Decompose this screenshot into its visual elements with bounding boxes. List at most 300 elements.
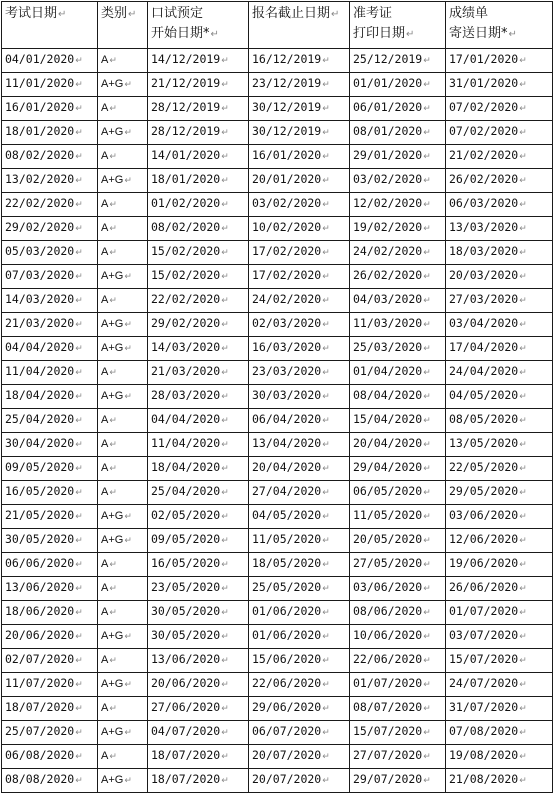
cell-value: 13/03/2020 [449, 220, 519, 234]
cell-value: 18/04/2020 [151, 460, 221, 474]
cell-registration-deadline [249, 193, 350, 217]
paragraph-mark-icon: ↵ [221, 608, 229, 618]
cell-exam-date [2, 241, 98, 265]
cell-category [98, 121, 148, 145]
paragraph-mark-icon: ↵ [221, 320, 229, 330]
paragraph-mark-icon: ↵ [75, 608, 83, 618]
cell-value: 20/01/2020 [252, 172, 322, 186]
cell-value: 16/01/2020 [5, 100, 75, 114]
paragraph-mark-icon: ↵ [423, 704, 431, 714]
paragraph-mark-icon: ↵ [519, 656, 527, 666]
cell-admission-ticket-print-date [350, 385, 446, 409]
cell-exam-date [2, 73, 98, 97]
paragraph-mark-icon: ↵ [109, 751, 117, 762]
paragraph-mark-icon: ↵ [519, 584, 527, 594]
cell-value: 11/03/2020 [353, 316, 423, 330]
cell-exam-date [2, 361, 98, 385]
cell-value: 18/01/2020 [5, 124, 75, 138]
cell-value: 11/07/2020 [5, 676, 75, 690]
cell-score-report-send-date [446, 433, 553, 457]
cell-value: 18/07/2020 [5, 700, 75, 714]
table-row [2, 193, 553, 217]
cell-category [98, 169, 148, 193]
paragraph-mark-icon: ↵ [221, 680, 229, 690]
paragraph-mark-icon: ↵ [124, 535, 132, 546]
paragraph-mark-icon: ↵ [75, 104, 83, 114]
table-row [2, 49, 553, 73]
table-header [2, 2, 553, 49]
paragraph-mark-icon: ↵ [519, 56, 527, 66]
cell-category [98, 625, 148, 649]
cell-value: A [101, 437, 109, 450]
cell-registration-deadline [249, 97, 350, 121]
cell-exam-date [2, 601, 98, 625]
paragraph-mark-icon: ↵ [322, 656, 330, 666]
paragraph-mark-icon: ↵ [322, 728, 330, 738]
cell-exam-date [2, 721, 98, 745]
paragraph-mark-icon: ↵ [109, 103, 117, 114]
cell-value: 29/02/2020 [151, 316, 221, 330]
cell-value: 16/01/2020 [252, 148, 322, 162]
cell-registration-deadline [249, 577, 350, 601]
paragraph-mark-icon: ↵ [519, 176, 527, 186]
cell-value: 08/07/2020 [353, 700, 423, 714]
paragraph-mark-icon: ↵ [221, 104, 229, 114]
cell-value: A [101, 557, 109, 570]
cell-value: 15/06/2020 [252, 652, 322, 666]
paragraph-mark-icon: ↵ [423, 104, 431, 114]
cell-value: A [101, 701, 109, 714]
paragraph-mark-icon: ↵ [423, 128, 431, 138]
paragraph-mark-icon: ↵ [124, 511, 132, 522]
paragraph-mark-icon: ↵ [109, 703, 117, 714]
cell-exam-date [2, 97, 98, 121]
header-line-1: 报名截止日期 [252, 6, 331, 21]
cell-value: 18/07/2020 [151, 772, 221, 786]
paragraph-mark-icon: ↵ [322, 776, 330, 786]
paragraph-mark-icon: ↵ [109, 151, 117, 162]
cell-exam-date [2, 625, 98, 649]
paragraph-mark-icon: ↵ [109, 55, 117, 66]
cell-admission-ticket-print-date [350, 457, 446, 481]
cell-value: 25/07/2020 [5, 724, 75, 738]
cell-exam-date [2, 505, 98, 529]
cell-value: 05/03/2020 [5, 244, 75, 258]
cell-value: 18/01/2020 [151, 172, 221, 186]
table-body [2, 49, 553, 793]
paragraph-mark-icon: ↵ [519, 488, 527, 498]
cell-admission-ticket-print-date [350, 97, 446, 121]
table-row [2, 385, 553, 409]
table-row [2, 649, 553, 673]
cell-value: 06/04/2020 [252, 412, 322, 426]
cell-value: 25/04/2020 [5, 412, 75, 426]
cell-oral-start-date [148, 145, 249, 169]
paragraph-mark-icon: ↵ [322, 584, 330, 594]
paragraph-mark-icon: ↵ [519, 680, 527, 690]
cell-value: 04/04/2020 [5, 340, 75, 354]
paragraph-mark-icon: ↵ [423, 512, 431, 522]
cell-value: 09/05/2020 [5, 460, 75, 474]
cell-score-report-send-date [446, 505, 553, 529]
paragraph-mark-icon: ↵ [423, 584, 431, 594]
cell-value: 30/05/2020 [5, 532, 75, 546]
cell-admission-ticket-print-date [350, 649, 446, 673]
paragraph-mark-icon: ↵ [124, 79, 132, 90]
cell-category [98, 337, 148, 361]
header-category [98, 2, 148, 49]
paragraph-mark-icon: ↵ [109, 223, 117, 234]
cell-category [98, 145, 148, 169]
cell-score-report-send-date [446, 769, 553, 793]
cell-category [98, 745, 148, 769]
cell-value: 04/03/2020 [353, 292, 423, 306]
cell-exam-date [2, 481, 98, 505]
paragraph-mark-icon: ↵ [519, 296, 527, 306]
paragraph-mark-icon: ↵ [109, 199, 117, 210]
cell-exam-date [2, 289, 98, 313]
paragraph-mark-icon: ↵ [75, 56, 83, 66]
paragraph-mark-icon: ↵ [519, 272, 527, 282]
cell-score-report-send-date [446, 361, 553, 385]
paragraph-mark-icon: ↵ [124, 679, 132, 690]
cell-category [98, 577, 148, 601]
exam-schedule-table [1, 1, 553, 793]
cell-admission-ticket-print-date [350, 361, 446, 385]
cell-registration-deadline [249, 769, 350, 793]
cell-value: 15/02/2020 [151, 268, 221, 282]
cell-value: A [101, 101, 109, 114]
paragraph-mark-icon: ↵ [75, 776, 83, 786]
cell-value: 06/08/2020 [5, 748, 75, 762]
paragraph-mark-icon: ↵ [221, 704, 229, 714]
paragraph-mark-icon: ↵ [75, 368, 83, 378]
cell-value: 04/05/2020 [449, 388, 519, 402]
cell-value: 23/05/2020 [151, 580, 221, 594]
paragraph-mark-icon: ↵ [519, 560, 527, 570]
cell-value: 04/04/2020 [151, 412, 221, 426]
cell-registration-deadline [249, 481, 350, 505]
paragraph-mark-icon: ↵ [322, 176, 330, 186]
cell-value: 14/12/2019 [151, 52, 221, 66]
cell-value: 30/05/2020 [151, 628, 221, 642]
cell-category [98, 217, 148, 241]
cell-value: 27/06/2020 [151, 700, 221, 714]
cell-value: 17/02/2020 [252, 244, 322, 258]
cell-admission-ticket-print-date [350, 625, 446, 649]
paragraph-mark-icon: ↵ [322, 368, 330, 378]
cell-value: 03/06/2020 [449, 508, 519, 522]
cell-value: 10/02/2020 [252, 220, 322, 234]
paragraph-mark-icon: ↵ [519, 440, 527, 450]
paragraph-mark-icon: ↵ [75, 296, 83, 306]
cell-category [98, 553, 148, 577]
cell-value: A [101, 365, 109, 378]
cell-score-report-send-date [446, 457, 553, 481]
cell-value: 16/05/2020 [151, 556, 221, 570]
cell-value: 04/01/2020 [5, 52, 75, 66]
cell-value: 01/02/2020 [151, 196, 221, 210]
cell-score-report-send-date [446, 625, 553, 649]
cell-score-report-send-date [446, 265, 553, 289]
cell-oral-start-date [148, 121, 249, 145]
cell-value: 21/12/2019 [151, 76, 221, 90]
table-row [2, 505, 553, 529]
cell-value: 11/04/2020 [5, 364, 75, 378]
table-row [2, 409, 553, 433]
cell-oral-start-date [148, 601, 249, 625]
paragraph-mark-icon: ↵ [322, 104, 330, 114]
paragraph-mark-icon: ↵ [221, 560, 229, 570]
cell-value: 24/02/2020 [353, 244, 423, 258]
cell-value: 13/05/2020 [449, 436, 519, 450]
cell-exam-date [2, 409, 98, 433]
cell-value: 21/05/2020 [5, 508, 75, 522]
cell-value: A [101, 653, 109, 666]
cell-exam-date [2, 673, 98, 697]
paragraph-mark-icon: ↵ [109, 487, 117, 498]
table-row [2, 529, 553, 553]
paragraph-mark-icon: ↵ [519, 416, 527, 426]
cell-registration-deadline [249, 649, 350, 673]
paragraph-mark-icon: ↵ [423, 200, 431, 210]
cell-score-report-send-date [446, 289, 553, 313]
cell-oral-start-date [148, 49, 249, 73]
cell-value: A+G [101, 677, 124, 690]
cell-value: A+G [101, 125, 124, 138]
paragraph-mark-icon: ↵ [423, 488, 431, 498]
cell-value: 28/12/2019 [151, 124, 221, 138]
cell-value: 27/04/2020 [252, 484, 322, 498]
header-registration-deadline [249, 2, 350, 49]
cell-value: A [101, 197, 109, 210]
paragraph-mark-icon: ↵ [322, 200, 330, 210]
cell-value: 01/06/2020 [252, 628, 322, 642]
cell-registration-deadline [249, 505, 350, 529]
cell-value: 15/04/2020 [353, 412, 423, 426]
cell-value: A [101, 245, 109, 258]
cell-admission-ticket-print-date [350, 433, 446, 457]
cell-admission-ticket-print-date [350, 145, 446, 169]
cell-value: 20/03/2020 [449, 268, 519, 282]
cell-oral-start-date [148, 361, 249, 385]
paragraph-mark-icon: ↵ [423, 56, 431, 66]
cell-score-report-send-date [446, 745, 553, 769]
paragraph-mark-icon: ↵ [124, 343, 132, 354]
paragraph-mark-icon: ↵ [75, 560, 83, 570]
cell-value: 13/06/2020 [5, 580, 75, 594]
table-row [2, 697, 553, 721]
header-line-2: 打印日期 [353, 26, 406, 41]
cell-value: 16/12/2019 [252, 52, 322, 66]
table-row [2, 457, 553, 481]
cell-admission-ticket-print-date [350, 73, 446, 97]
cell-oral-start-date [148, 457, 249, 481]
cell-value: 13/06/2020 [151, 652, 221, 666]
paragraph-mark-icon: ↵ [221, 488, 229, 498]
cell-value: 21/08/2020 [449, 772, 519, 786]
paragraph-mark-icon: ↵ [221, 272, 229, 282]
cell-score-report-send-date [446, 145, 553, 169]
paragraph-mark-icon: ↵ [322, 752, 330, 762]
paragraph-mark-icon: ↵ [519, 512, 527, 522]
paragraph-mark-icon: ↵ [322, 80, 330, 90]
paragraph-mark-icon: ↵ [322, 464, 330, 474]
cell-value: 08/02/2020 [5, 148, 75, 162]
cell-value: 17/02/2020 [252, 268, 322, 282]
cell-value: 11/05/2020 [353, 508, 423, 522]
cell-score-report-send-date [446, 169, 553, 193]
cell-exam-date [2, 745, 98, 769]
cell-category [98, 193, 148, 217]
cell-admission-ticket-print-date [350, 721, 446, 745]
table-row [2, 721, 553, 745]
paragraph-mark-icon: ↵ [75, 224, 83, 234]
paragraph-mark-icon: ↵ [109, 559, 117, 570]
paragraph-mark-icon: ↵ [109, 367, 117, 378]
paragraph-mark-icon: ↵ [322, 248, 330, 258]
paragraph-mark-icon: ↵ [109, 583, 117, 594]
cell-admission-ticket-print-date [350, 745, 446, 769]
cell-exam-date [2, 121, 98, 145]
cell-value: 17/01/2020 [449, 52, 519, 66]
cell-value: 11/01/2020 [5, 76, 75, 90]
table-row [2, 361, 553, 385]
cell-admission-ticket-print-date [350, 121, 446, 145]
cell-score-report-send-date [446, 481, 553, 505]
paragraph-mark-icon: ↵ [221, 200, 229, 210]
cell-category [98, 289, 148, 313]
paragraph-mark-icon: ↵ [519, 728, 527, 738]
cell-value: 27/05/2020 [353, 556, 423, 570]
cell-value: 03/07/2020 [449, 628, 519, 642]
paragraph-mark-icon: ↵ [221, 152, 229, 162]
cell-value: 25/05/2020 [252, 580, 322, 594]
paragraph-mark-icon: ↵ [75, 752, 83, 762]
cell-value: 14/03/2020 [151, 340, 221, 354]
paragraph-mark-icon: ↵ [221, 80, 229, 90]
cell-value: 30/05/2020 [151, 604, 221, 618]
cell-value: 18/07/2020 [151, 748, 221, 762]
cell-value: 20/04/2020 [353, 436, 423, 450]
cell-value: 08/06/2020 [353, 604, 423, 618]
paragraph-mark-icon: ↵ [128, 9, 137, 20]
cell-admission-ticket-print-date [350, 409, 446, 433]
paragraph-mark-icon: ↵ [423, 440, 431, 450]
table-row [2, 97, 553, 121]
cell-value: 19/02/2020 [353, 220, 423, 234]
paragraph-mark-icon: ↵ [221, 416, 229, 426]
cell-category [98, 313, 148, 337]
paragraph-mark-icon: ↵ [423, 272, 431, 282]
paragraph-mark-icon: ↵ [124, 391, 132, 402]
cell-registration-deadline [249, 625, 350, 649]
cell-oral-start-date [148, 433, 249, 457]
cell-oral-start-date [148, 337, 249, 361]
cell-value: 22/06/2020 [252, 676, 322, 690]
cell-oral-start-date [148, 241, 249, 265]
cell-value: A+G [101, 77, 124, 90]
cell-score-report-send-date [446, 673, 553, 697]
paragraph-mark-icon: ↵ [75, 440, 83, 450]
paragraph-mark-icon: ↵ [109, 439, 117, 450]
cell-category [98, 265, 148, 289]
paragraph-mark-icon: ↵ [75, 320, 83, 330]
paragraph-mark-icon: ↵ [75, 248, 83, 258]
cell-admission-ticket-print-date [350, 265, 446, 289]
cell-value: 01/07/2020 [353, 676, 423, 690]
cell-admission-ticket-print-date [350, 697, 446, 721]
cell-oral-start-date [148, 73, 249, 97]
paragraph-mark-icon: ↵ [423, 536, 431, 546]
cell-value: 24/07/2020 [449, 676, 519, 690]
cell-value: A+G [101, 533, 124, 546]
paragraph-mark-icon: ↵ [519, 344, 527, 354]
paragraph-mark-icon: ↵ [519, 752, 527, 762]
paragraph-mark-icon: ↵ [519, 392, 527, 402]
paragraph-mark-icon: ↵ [519, 608, 527, 618]
paragraph-mark-icon: ↵ [519, 704, 527, 714]
cell-value: 30/04/2020 [5, 436, 75, 450]
cell-category [98, 457, 148, 481]
paragraph-mark-icon: ↵ [508, 29, 517, 40]
cell-value: 29/04/2020 [353, 460, 423, 474]
paragraph-mark-icon: ↵ [322, 56, 330, 66]
cell-registration-deadline [249, 313, 350, 337]
cell-admission-ticket-print-date [350, 553, 446, 577]
cell-oral-start-date [148, 313, 249, 337]
table-row [2, 673, 553, 697]
cell-value: 17/04/2020 [449, 340, 519, 354]
cell-admission-ticket-print-date [350, 313, 446, 337]
paragraph-mark-icon: ↵ [519, 80, 527, 90]
cell-category [98, 505, 148, 529]
cell-exam-date [2, 553, 98, 577]
cell-value: 08/05/2020 [449, 412, 519, 426]
cell-value: 06/01/2020 [353, 100, 423, 114]
cell-score-report-send-date [446, 697, 553, 721]
cell-score-report-send-date [446, 97, 553, 121]
cell-value: 15/07/2020 [449, 652, 519, 666]
cell-exam-date [2, 337, 98, 361]
paragraph-mark-icon: ↵ [322, 560, 330, 570]
paragraph-mark-icon: ↵ [322, 296, 330, 306]
paragraph-mark-icon: ↵ [406, 29, 415, 40]
cell-admission-ticket-print-date [350, 769, 446, 793]
cell-registration-deadline [249, 673, 350, 697]
cell-registration-deadline [249, 361, 350, 385]
table-row [2, 577, 553, 601]
paragraph-mark-icon: ↵ [75, 536, 83, 546]
table-row [2, 217, 553, 241]
cell-oral-start-date [148, 673, 249, 697]
paragraph-mark-icon: ↵ [75, 464, 83, 474]
cell-value: 25/03/2020 [353, 340, 423, 354]
cell-score-report-send-date [446, 601, 553, 625]
cell-oral-start-date [148, 265, 249, 289]
cell-value: 18/05/2020 [252, 556, 322, 570]
paragraph-mark-icon: ↵ [75, 200, 83, 210]
paragraph-mark-icon: ↵ [519, 776, 527, 786]
paragraph-mark-icon: ↵ [423, 80, 431, 90]
cell-score-report-send-date [446, 577, 553, 601]
cell-value: 04/05/2020 [252, 508, 322, 522]
paragraph-mark-icon: ↵ [75, 80, 83, 90]
cell-value: 02/03/2020 [252, 316, 322, 330]
cell-registration-deadline [249, 265, 350, 289]
cell-value: 19/08/2020 [449, 748, 519, 762]
cell-value: A [101, 581, 109, 594]
